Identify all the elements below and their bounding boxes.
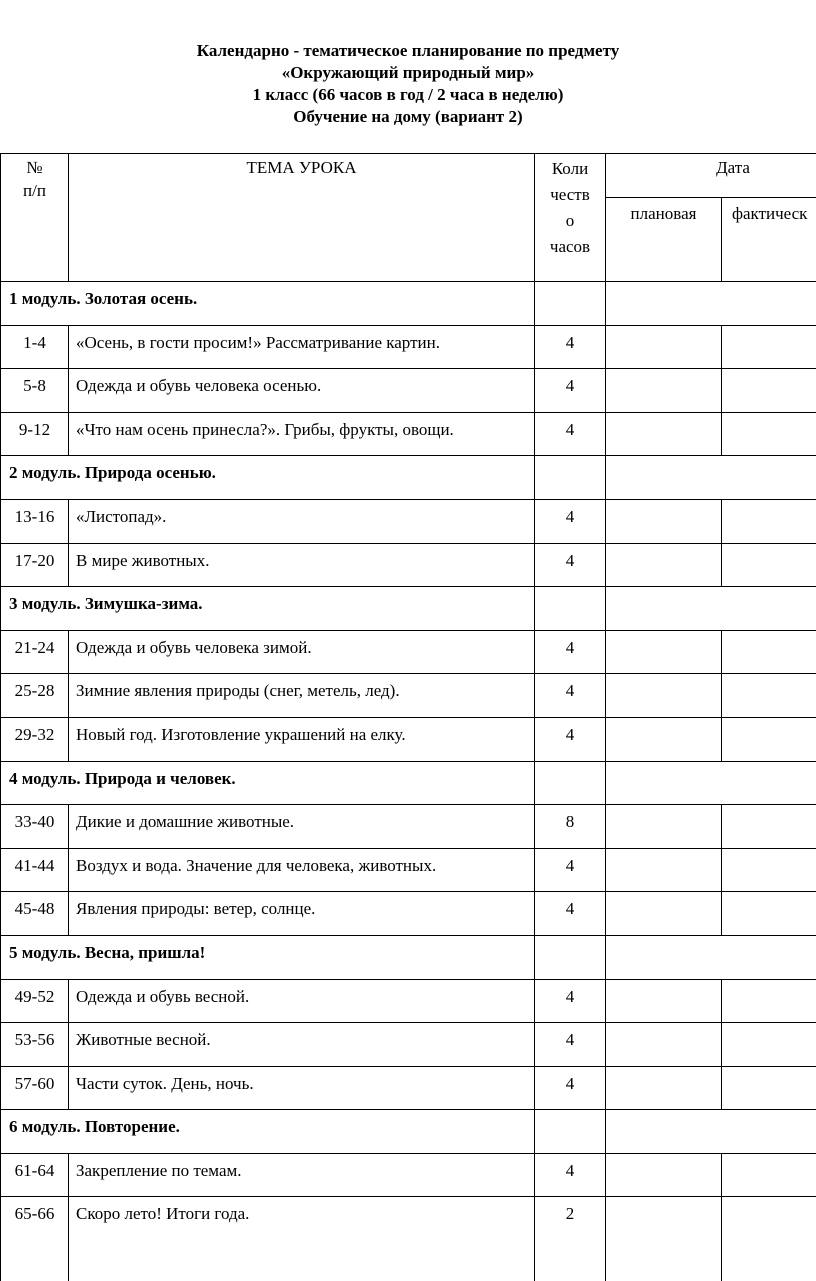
lesson-topic: Воздух и вода. Значение для человека, животных. [69,848,535,892]
module-title: 3 модуль. Зимушка-зима. [1,587,535,631]
lesson-number: 61-64 [1,1153,69,1197]
actual-date-cell [722,805,816,849]
lesson-number: 17-20 [1,543,69,587]
table-row [1,1153,816,1197]
lesson-hours: 8 [535,805,606,849]
lesson-hours: 2 [535,1197,606,1281]
header-hours-line: о [565,211,575,230]
lesson-topic: Части суток. День, ночь. [69,1066,535,1110]
lesson-topic: Одежда и обувь весной. [69,979,535,1023]
lesson-hours: 4 [535,325,606,369]
title-line-4: Обучение на дому (вариант 2) [293,107,523,126]
lesson-hours: 4 [535,1023,606,1067]
planned-date-cell [606,805,722,849]
actual-date-cell [722,892,816,936]
lesson-hours: 4 [535,717,606,761]
lesson-hours: 4 [535,543,606,587]
module-title: 2 модуль. Природа осенью. [1,456,535,500]
lesson-hours: 4 [535,499,606,543]
module-row [1,456,816,500]
lesson-hours: 4 [535,979,606,1023]
module-hours-cell [535,587,606,631]
module-date-cell [606,1110,816,1154]
module-date-cell [606,587,816,631]
lesson-hours: 4 [535,1066,606,1110]
lesson-hours: 4 [535,369,606,413]
table-row [1,892,816,936]
planned-date-cell [606,848,722,892]
lesson-topic: Одежда и обувь человека осенью. [69,369,535,413]
planned-date-cell [606,1153,722,1197]
document-title [0,40,816,128]
lesson-number: 9-12 [1,412,69,456]
module-row [1,587,816,631]
module-hours-cell [535,456,606,500]
header-topic-cell: ТЕМА УРОКА [69,154,535,282]
planned-date-cell [606,543,722,587]
table-row [1,1023,816,1067]
lesson-number: 49-52 [1,979,69,1023]
actual-date-cell [722,1197,816,1281]
table-row [1,325,816,369]
module-title: 1 модуль. Золотая осень. [1,282,535,326]
lesson-topic: «Осень, в гости просим!» Рассматривание картин. [69,325,535,369]
planned-date-cell [606,412,722,456]
table-row [1,979,816,1023]
module-row [1,761,816,805]
lesson-number: 29-32 [1,717,69,761]
table-row [1,848,816,892]
table-row [1,499,816,543]
module-title: 4 модуль. Природа и человек. [1,761,535,805]
lesson-topic: Новый год. Изготовление украшений на елку. [69,717,535,761]
header-hours-line: часов [549,237,591,256]
table-row [1,1197,816,1281]
lesson-number: 25-28 [1,674,69,718]
header-num-symbol: № [26,158,43,177]
module-hours-cell [535,935,606,979]
actual-date-cell [722,674,816,718]
schedule-table [0,153,816,1281]
module-hours-cell [535,761,606,805]
lesson-topic: Скоро лето! Итоги года. [69,1197,535,1281]
lesson-topic: «Что нам осень принесла?». Грибы, фрукты, овощи. [69,412,535,456]
module-date-cell [606,761,816,805]
planned-date-cell [606,674,722,718]
lesson-number: 53-56 [1,1023,69,1067]
lesson-hours: 4 [535,412,606,456]
actual-date-cell [722,499,816,543]
lesson-hours: 4 [535,892,606,936]
planned-date-cell [606,1197,722,1281]
table-header-row [1,154,816,198]
lesson-topic: Явления природы: ветер, солнце. [69,892,535,936]
module-hours-cell [535,282,606,326]
title-line-1: Календарно - тематическое планирование по предмету [196,41,620,60]
actual-date-cell [722,717,816,761]
module-date-cell [606,456,816,500]
module-row [1,935,816,979]
table-row [1,805,816,849]
module-date-cell [606,282,816,326]
module-row [1,282,816,326]
actual-date-cell [722,1023,816,1067]
actual-date-cell [722,325,816,369]
lesson-number: 33-40 [1,805,69,849]
planned-date-cell [606,717,722,761]
header-hours-line: честв [550,185,590,204]
table-row [1,630,816,674]
table-row [1,717,816,761]
planned-date-cell [606,1023,722,1067]
actual-date-cell [722,412,816,456]
lesson-number: 45-48 [1,892,69,936]
lesson-number: 65-66 [1,1197,69,1281]
actual-date-cell [722,543,816,587]
planned-date-cell [606,369,722,413]
lesson-topic: Зимние явления природы (снег, метель, лед). [69,674,535,718]
header-actual-cell: фактическ [722,198,816,282]
table-row [1,1066,816,1110]
header-num-label: п/п [23,181,46,200]
actual-date-cell [722,1066,816,1110]
lesson-topic: Дикие и домашние животные. [69,805,535,849]
table-row [1,369,816,413]
lesson-hours: 4 [535,1153,606,1197]
header-num-cell [1,154,69,282]
title-line-2: «Окружающий природный мир» [281,63,535,82]
lesson-number: 1-4 [1,325,69,369]
lesson-number: 13-16 [1,499,69,543]
planned-date-cell [606,325,722,369]
title-line-3: 1 класс (66 часов в год / 2 часа в неделю) [252,85,564,104]
planned-date-cell [606,499,722,543]
lesson-number: 21-24 [1,630,69,674]
lesson-hours: 4 [535,674,606,718]
planned-date-cell [606,892,722,936]
lesson-topic: В мире животных. [69,543,535,587]
header-date-cell: Дата [606,154,816,198]
header-hours-cell [535,154,606,282]
module-hours-cell [535,1110,606,1154]
planned-date-cell [606,1066,722,1110]
lesson-number: 57-60 [1,1066,69,1110]
schedule-table-container [0,153,816,1281]
module-title: 5 модуль. Весна, пришла! [1,935,535,979]
planned-date-cell [606,979,722,1023]
lesson-topic: Закрепление по темам. [69,1153,535,1197]
lesson-topic: Одежда и обувь человека зимой. [69,630,535,674]
table-row [1,543,816,587]
lesson-topic: «Листопад». [69,499,535,543]
actual-date-cell [722,1153,816,1197]
table-row [1,674,816,718]
planned-date-cell [606,630,722,674]
actual-date-cell [722,630,816,674]
actual-date-cell [722,979,816,1023]
lesson-hours: 4 [535,630,606,674]
module-row [1,1110,816,1154]
actual-date-cell [722,848,816,892]
module-title: 6 модуль. Повторение. [1,1110,535,1154]
header-hours-line: Коли [551,159,589,178]
actual-date-cell [722,369,816,413]
header-planned-cell: плановая [606,198,722,282]
lesson-topic: Животные весной. [69,1023,535,1067]
lesson-number: 5-8 [1,369,69,413]
lesson-hours: 4 [535,848,606,892]
lesson-number: 41-44 [1,848,69,892]
table-row [1,412,816,456]
module-date-cell [606,935,816,979]
